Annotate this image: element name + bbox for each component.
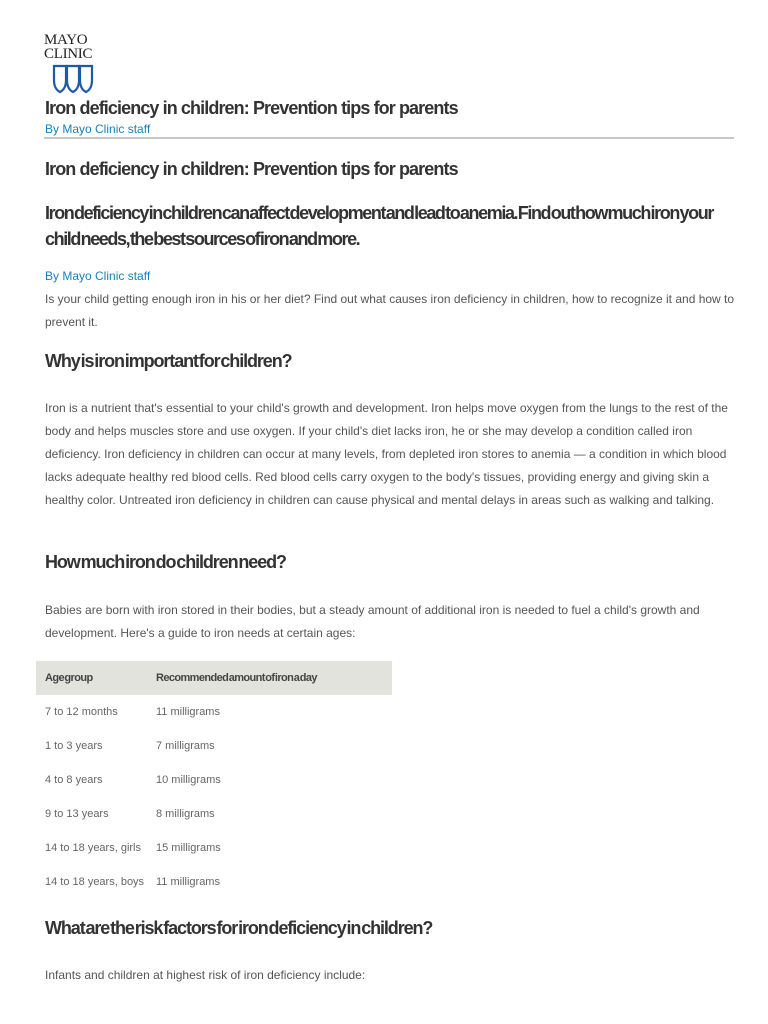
table-row [36, 865, 392, 899]
article-byline-link[interactable]: By Mayo Clinic staff [45, 269, 151, 283]
section-heading-risk-factors: What are the risk factors for iron deficiency in children? [45, 918, 433, 938]
table-row [36, 831, 392, 865]
table-cell-amount: 7 milligrams [156, 740, 215, 752]
table-header-row [36, 661, 392, 695]
table-cell-amount: 15 milligrams [156, 842, 221, 854]
section-heading-why-iron: Why is iron important for children? [45, 351, 292, 371]
table-cell-age: 1 to 3 years [45, 740, 103, 752]
table-header-age-group: Age group [36, 661, 156, 695]
mayo-clinic-logo[interactable] [44, 33, 104, 94]
table-cell-amount: 11 milligrams [156, 876, 220, 888]
article-title: Iron deficiency in children: Prevention tips for parents [45, 159, 458, 179]
table-cell-age: 4 to 8 years [45, 774, 103, 786]
table-row [36, 695, 392, 729]
table-cell-age: 14 to 18 years, boys [45, 876, 145, 888]
triple-shield-icon [52, 64, 94, 94]
table-cell-age: 7 to 12 months [45, 706, 118, 718]
table-row [36, 763, 392, 797]
logo-text-line1: MAYO [44, 32, 88, 48]
iron-needs-table [36, 661, 392, 899]
page-header-title: Iron deficiency in children: Prevention tips for parents [45, 98, 458, 118]
intro-paragraph: Is your child getting enough iron in his or her diet? Find out what causes iron deficiency in children, how to recognize it and how to prevent it. [45, 292, 735, 329]
section-body-risk-factors: Infants and children at highest risk of iron deficiency include: [45, 968, 366, 982]
table-cell-age: 9 to 13 years [45, 808, 109, 820]
section-body-why-iron: Iron is a nutrient that's essential to your child's growth and development. Iron helps move oxygen from the lungs to the rest of the body and helps muscles store and use oxygen. If your child's diet lacks iron, he or she may develop a condition called iron deficiency. Iron deficiency in children can occur at many levels, from depleted iron stores to anemia — a condition in which blood lacks adequate healthy red blood cells. Red blood cells carry oxygen to the body's tissues, providing energy and giving skin a healthy color. Untreated iron deficiency in children can cause physical and mental delays in areas such as walking and talking. [45, 401, 728, 507]
logo-text-line2: CLINIC [44, 46, 93, 62]
table-cell-amount: 10 milligrams [156, 774, 221, 786]
header-byline-link[interactable]: By Mayo Clinic staff [45, 122, 151, 136]
table-header-iron-amount: Recommended amount of iron a day [156, 661, 392, 695]
table-cell-amount: 11 milligrams [156, 706, 220, 718]
article-subtitle: Iron deficiency in children can affect development and lead to anemia. Find out how much iron your child needs, the best sources of iron and more. [45, 203, 713, 249]
table-cell-age: 14 to 18 years, girls [45, 842, 141, 854]
section-heading-how-much-iron: How much iron do children need? [45, 552, 286, 572]
table-row [36, 729, 392, 763]
section-body-how-much-iron: Babies are born with iron stored in their bodies, but a steady amount of additional iron is needed to fuel a child's growth and development. Here's a guide to iron needs at certain ages: [45, 603, 700, 640]
table-row [36, 797, 392, 831]
table-cell-amount: 8 milligrams [156, 808, 215, 820]
header-divider [44, 137, 734, 139]
